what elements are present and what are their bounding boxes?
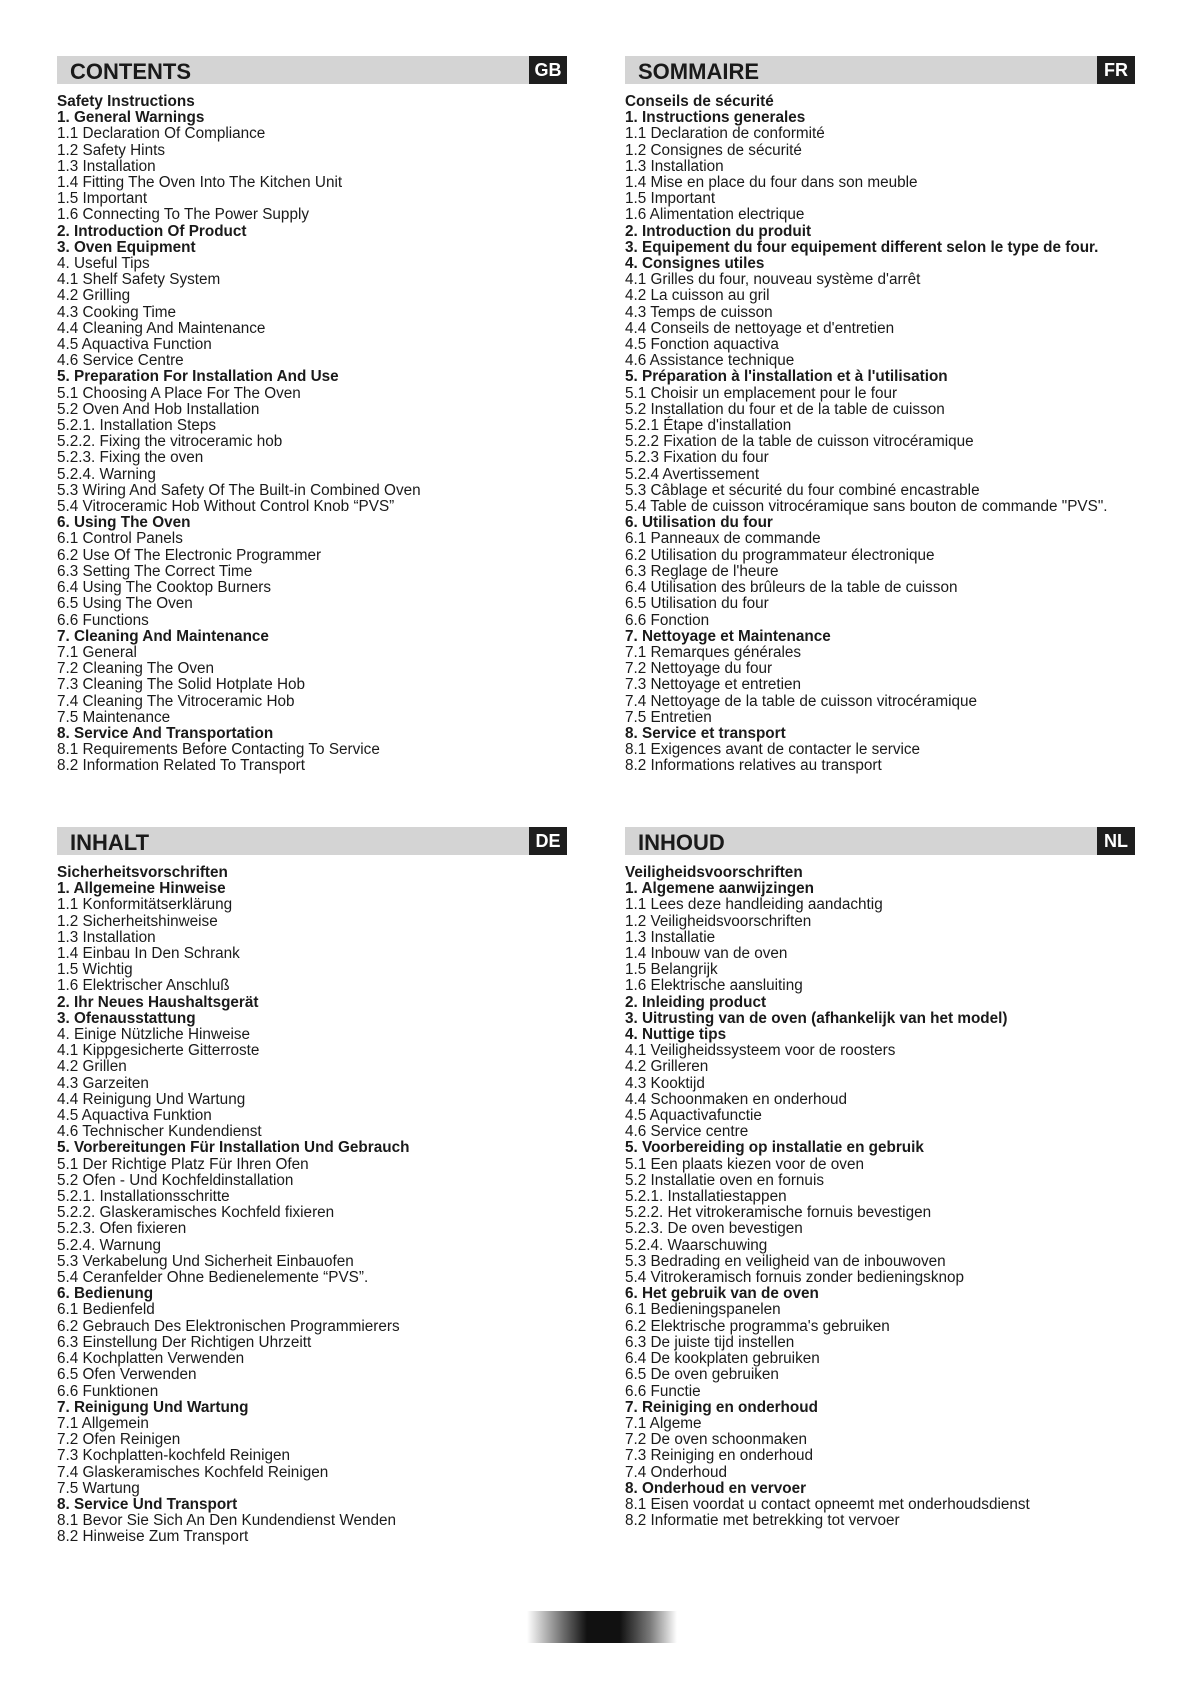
toc-entry: 5.1 Een plaats kiezen voor de oven [625, 1155, 864, 1173]
toc-heading: Veiligheidsvoorschriften [625, 864, 803, 881]
toc-heading: 3. Oven Equipment [57, 238, 196, 256]
toc-entry: 1.2 Consignes de sécurité [625, 141, 802, 159]
toc-entry: 7.2 De oven schoonmaken [625, 1431, 807, 1449]
contents-section-fr [625, 56, 1135, 775]
toc-entry: 5.4 Table de cuisson vitrocéramique sans bouton de commande "PVS". [625, 498, 1108, 516]
toc-entry: 6.4 De kookplaten gebruiken [625, 1350, 820, 1368]
toc-entry: 1.1 Declaration Of Compliance [57, 125, 266, 143]
contents-section-gb [57, 56, 567, 775]
toc-entry: 5.2.3 Fixation du four [625, 449, 769, 467]
toc-entry: 4.2 Grillen [57, 1058, 127, 1076]
toc-entry: 5.2.4. Warnung [57, 1236, 162, 1254]
toc-heading: 6. Using The Oven [57, 514, 191, 532]
toc-entry: 6.4 Kochplatten Verwenden [57, 1350, 245, 1368]
toc-entry: 5.2.1 Étape d'installation [625, 417, 792, 435]
toc-entry: 1.6 Connecting To The Power Supply [57, 206, 309, 224]
toc-entry: 4.5 Aquactiva Funktion [57, 1107, 212, 1125]
toc-heading: 2. Introduction Of Product [57, 222, 247, 240]
toc-entry: 5.2.2. Glaskeramisches Kochfeld fixieren [57, 1204, 335, 1222]
toc-entry: 6.3 Reglage de l'heure [625, 562, 779, 580]
section-title: SOMMAIRE [638, 59, 759, 84]
toc-entry: 1.4 Mise en place du four dans son meuble [625, 174, 918, 192]
toc-heading: 7. Reinigung Und Wartung [57, 1398, 249, 1416]
toc-entry: 7.1 Algeme [625, 1414, 702, 1432]
section-title: INHOUD [638, 830, 725, 855]
toc-entry: 5.3 Wiring And Safety Of The Built-in Combined Oven [57, 481, 421, 499]
toc-entry: 5.2.1. Installation Steps [57, 417, 217, 435]
toc-entry: 4.3 Kooktijd [625, 1074, 705, 1092]
toc-entry: 6.1 Bedieningspanelen [625, 1301, 781, 1319]
toc-heading: 8. Service Und Transport [57, 1495, 238, 1513]
toc-heading: 1. Instructions generales [625, 109, 806, 127]
toc-entry: 1.5 Wichtig [57, 961, 133, 979]
toc-entry: 5.3 Verkabelung Und Sicherheit Einbauofen [57, 1252, 354, 1270]
toc-list [57, 94, 567, 775]
toc-entry: 6.5 Using The Oven [57, 595, 193, 613]
toc-entry: 1.3 Installation [57, 157, 156, 175]
toc-entry: 6.2 Use Of The Electronic Programmer [57, 546, 322, 564]
toc-entry: 1.6 Alimentation electrique [625, 206, 805, 224]
toc-entry: 4.1 Veiligheidssysteem voor de roosters [625, 1042, 896, 1060]
toc-entry: 5.4 Vitrokeramisch fornuis zonder bedieningsknop [625, 1269, 964, 1287]
toc-heading: 5. Préparation à l'installation et à l'utilisation [625, 368, 948, 386]
toc-entry: 5.2.1. Installatiestappen [625, 1188, 787, 1206]
toc-entry: 6.3 De juiste tijd instellen [625, 1333, 795, 1351]
toc-entry: 7.1 General [57, 643, 137, 661]
language-badge: GB [529, 56, 567, 84]
toc-heading: 4. Consignes utiles [625, 255, 765, 273]
toc-entry: 5.1 Choosing A Place For The Oven [57, 384, 301, 402]
toc-entry: 6.3 Setting The Correct Time [57, 562, 253, 580]
toc-entry: 6.5 De oven gebruiken [625, 1366, 779, 1384]
toc-heading: 5. Voorbereiding op installatie en gebruik [625, 1139, 924, 1157]
language-badge: NL [1097, 827, 1135, 855]
toc-entry: 1.3 Installation [57, 928, 156, 946]
toc-entry: 4.1 Kippgesicherte Gitterroste [57, 1042, 260, 1060]
toc-entry: 7.4 Nettoyage de la table de cuisson vitrocéramique [625, 692, 978, 710]
toc-entry: 4.2 Grilling [57, 287, 131, 305]
toc-entry: 4.1 Shelf Safety System [57, 271, 221, 289]
toc-heading: Conseils de sécurité [625, 93, 774, 110]
toc-entry: 1.5 Important [57, 190, 148, 208]
toc-entry: 5.1 Der Richtige Platz Für Ihren Ofen [57, 1155, 309, 1173]
toc-entry: 4.6 Technischer Kundendienst [57, 1123, 262, 1141]
toc-heading: 5. Preparation For Installation And Use [57, 368, 339, 386]
toc-entry: 7.4 Glaskeramisches Kochfeld Reinigen [57, 1463, 329, 1481]
section-header [625, 56, 1135, 84]
toc-entry: 5.2 Oven And Hob Installation [57, 400, 260, 418]
toc-entry: 1.1 Declaration de conformité [625, 125, 825, 143]
toc-entry: 7.3 Kochplatten-kochfeld Reinigen [57, 1447, 291, 1465]
toc-entry: 4.2 La cuisson au gril [625, 287, 770, 305]
toc-entry: 5.2.4. Warning [57, 465, 156, 483]
toc-heading: 5. Vorbereitungen Für Installation Und Gebrauch [57, 1139, 410, 1157]
toc-entry: 8.2 Hinweise Zum Transport [57, 1528, 249, 1546]
toc-list [625, 865, 1135, 1529]
toc-entry: 4.5 Aquactivafunctie [625, 1107, 762, 1125]
toc-entry: 7.2 Nettoyage du four [625, 660, 773, 678]
toc-entry: 5.2.4. Waarschuwing [625, 1236, 768, 1254]
toc-heading: Sicherheitsvorschriften [57, 864, 228, 881]
section-header [625, 827, 1135, 855]
toc-entry: 5.2.2 Fixation de la table de cuisson vitrocéramique [625, 433, 974, 451]
toc-entry: 4.3 Cooking Time [57, 303, 177, 321]
toc-heading: 1. General Warnings [57, 109, 205, 127]
toc-entry: 7.3 Cleaning The Solid Hotplate Hob [57, 676, 306, 694]
toc-entry: 8.1 Bevor Sie Sich An Den Kundendienst Wenden [57, 1512, 397, 1530]
toc-entry: 6.3 Einstellung Der Richtigen Uhrzeitt [57, 1333, 312, 1351]
toc-entry: 5.2.3. De oven bevestigen [625, 1220, 803, 1238]
toc-entry: 4.6 Service Centre [57, 352, 184, 370]
toc-entry: 6.6 Functie [625, 1382, 701, 1400]
toc-entry: 6.5 Ofen Verwenden [57, 1366, 197, 1384]
toc-entry: 7.5 Maintenance [57, 708, 171, 726]
toc-entry: 4.5 Fonction aquactiva [625, 336, 779, 354]
toc-heading: 6. Utilisation du four [625, 514, 773, 532]
toc-entry: 1.3 Installatie [625, 928, 716, 946]
toc-entry: 1.2 Sicherheitshinweise [57, 912, 218, 930]
toc-entry: 5.4 Ceranfelder Ohne Bedienelemente “PVS”. [57, 1269, 369, 1287]
toc-entry: 7.4 Onderhoud [625, 1463, 728, 1481]
toc-heading: 3. Uitrusting van de oven (afhankelijk van het model) [625, 1009, 1008, 1027]
toc-entry: 6.1 Panneaux de commande [625, 530, 821, 548]
toc-entry: 1.6 Elektrischer Anschluß [57, 977, 230, 995]
toc-entry: 6.4 Using The Cooktop Burners [57, 579, 271, 597]
toc-entry: 7.3 Reiniging en onderhoud [625, 1447, 813, 1465]
toc-heading: 2. Introduction du produit [625, 222, 812, 240]
toc-entry: 6.2 Gebrauch Des Elektronischen Programmierers [57, 1317, 400, 1335]
toc-entry: 1.4 Einbau In Den Schrank [57, 945, 240, 963]
toc-entry: 4.4 Schoonmaken en onderhoud [625, 1090, 847, 1108]
toc-entry: 7.5 Entretien [625, 708, 712, 726]
toc-entry: 7.1 Remarques générales [625, 643, 802, 661]
toc-entry: 6.5 Utilisation du four [625, 595, 769, 613]
toc-heading: 8. Onderhoud en vervoer [625, 1479, 807, 1497]
toc-entry: 1.2 Safety Hints [57, 141, 165, 159]
toc-heading: 2. Inleiding product [625, 993, 767, 1011]
toc-entry: 1.4 Inbouw van de oven [625, 945, 788, 963]
toc-entry: 8.1 Eisen voordat u contact opneemt met onderhoudsdienst [625, 1495, 1030, 1513]
language-badge: DE [529, 827, 567, 855]
toc-heading: 7. Cleaning And Maintenance [57, 627, 269, 645]
toc-heading: 4. Nuttige tips [625, 1026, 727, 1044]
toc-entry: 4. Einige Nützliche Hinweise [57, 1026, 251, 1044]
toc-entry: 5.4 Vitroceramic Hob Without Control Knob “PVS” [57, 498, 395, 516]
contents-section-nl [625, 827, 1135, 1529]
toc-list [625, 94, 1135, 775]
toc-entry: 5.2.3. Ofen fixieren [57, 1220, 187, 1238]
toc-entry: 6.6 Fonction [625, 611, 710, 629]
toc-entry: 8.2 Information Related To Transport [57, 757, 306, 775]
toc-entry: 1.6 Elektrische aansluiting [625, 977, 803, 995]
section-header [57, 827, 567, 855]
toc-entry: 1.1 Lees deze handleiding aandachtig [625, 896, 883, 914]
toc-entry: 5.3 Câblage et sécurité du four combiné encastrable [625, 481, 980, 499]
toc-heading: 3. Ofenausstattung [57, 1009, 196, 1027]
toc-entry: 4. Useful Tips [57, 255, 150, 273]
toc-entry: 1.5 Important [625, 190, 716, 208]
toc-heading: 6. Het gebruik van de oven [625, 1285, 819, 1303]
toc-entry: 4.5 Aquactiva Function [57, 336, 212, 354]
toc-entry: 8.1 Exigences avant de contacter le service [625, 741, 921, 759]
toc-entry: 7.3 Nettoyage et entretien [625, 676, 802, 694]
toc-entry: 1.3 Installation [625, 157, 724, 175]
toc-heading: 1. Algemene aanwijzingen [625, 880, 814, 898]
toc-heading: 8. Service et transport [625, 724, 786, 742]
toc-heading: 3. Equipement du four equipement different selon le type de four. [625, 238, 1099, 256]
toc-entry: 6.1 Bedienfeld [57, 1301, 155, 1319]
toc-heading: 7. Nettoyage et Maintenance [625, 627, 831, 645]
toc-entry: 1.1 Konformitätserklärung [57, 896, 233, 914]
toc-entry: 6.6 Functions [57, 611, 149, 629]
toc-entry: 5.3 Bedrading en veiligheid van de inbouwoven [625, 1252, 946, 1270]
toc-heading: 2. Ihr Neues Haushaltsgerät [57, 993, 259, 1011]
toc-entry: 7.5 Wartung [57, 1479, 140, 1497]
section-header [57, 56, 567, 84]
toc-entry: 4.2 Grilleren [625, 1058, 709, 1076]
toc-entry: 7.4 Cleaning The Vitroceramic Hob [57, 692, 295, 710]
toc-entry: 5.2 Ofen - Und Kochfeldinstallation [57, 1171, 294, 1189]
toc-entry: 7.1 Allgemein [57, 1414, 149, 1432]
page-number-tab [527, 1611, 677, 1643]
toc-entry: 5.1 Choisir un emplacement pour le four [625, 384, 898, 402]
toc-entry: 7.2 Ofen Reinigen [57, 1431, 181, 1449]
toc-entry: 4.4 Cleaning And Maintenance [57, 319, 266, 337]
section-title: INHALT [70, 830, 150, 855]
toc-entry: 1.2 Veiligheidsvoorschriften [625, 912, 812, 930]
toc-entry: 5.2.2. Fixing the vitroceramic hob [57, 433, 283, 451]
toc-entry: 4.6 Service centre [625, 1123, 749, 1141]
toc-entry: 6.1 Control Panels [57, 530, 183, 548]
toc-entry: 1.4 Fitting The Oven Into The Kitchen Unit [57, 174, 343, 192]
toc-entry: 7.2 Cleaning The Oven [57, 660, 215, 678]
toc-entry: 4.3 Garzeiten [57, 1074, 149, 1092]
toc-entry: 5.2.1. Installationsschritte [57, 1188, 230, 1206]
toc-entry: 4.4 Conseils de nettoyage et d'entretien [625, 319, 895, 337]
contents-section-de [57, 827, 567, 1546]
toc-heading: 6. Bedienung [57, 1285, 154, 1303]
toc-entry: 1.5 Belangrijk [625, 961, 718, 979]
toc-entry: 6.2 Elektrische programma's gebruiken [625, 1317, 890, 1335]
section-title: CONTENTS [70, 59, 191, 84]
toc-heading: 1. Allgemeine Hinweise [57, 880, 226, 898]
toc-entry: 5.2.4 Avertissement [625, 465, 760, 483]
toc-entry: 8.1 Requirements Before Contacting To Service [57, 741, 380, 759]
toc-heading: 8. Service And Transportation [57, 724, 274, 742]
toc-entry: 4.6 Assistance technique [625, 352, 795, 370]
toc-heading: Safety Instructions [57, 93, 195, 110]
toc-entry: 5.2.2. Het vitrokeramische fornuis bevestigen [625, 1204, 932, 1222]
toc-entry: 4.4 Reinigung Und Wartung [57, 1090, 246, 1108]
toc-entry: 6.2 Utilisation du programmateur électronique [625, 546, 935, 564]
toc-entry: 6.6 Funktionen [57, 1382, 159, 1400]
toc-entry: 4.3 Temps de cuisson [625, 303, 773, 321]
toc-entry: 8.2 Informatie met betrekking tot vervoer [625, 1512, 900, 1530]
toc-entry: 6.4 Utilisation des brûleurs de la table de cuisson [625, 579, 958, 597]
toc-entry: 4.1 Grilles du four, nouveau système d'arrêt [625, 271, 921, 289]
toc-entry: 8.2 Informations relatives au transport [625, 757, 882, 775]
toc-entry: 5.2 Installatie oven en fornuis [625, 1171, 824, 1189]
language-badge: FR [1097, 56, 1135, 84]
toc-heading: 7. Reiniging en onderhoud [625, 1398, 818, 1416]
toc-entry: 5.2.3. Fixing the oven [57, 449, 204, 467]
toc-entry: 5.2 Installation du four et de la table de cuisson [625, 400, 945, 418]
toc-list [57, 865, 567, 1546]
